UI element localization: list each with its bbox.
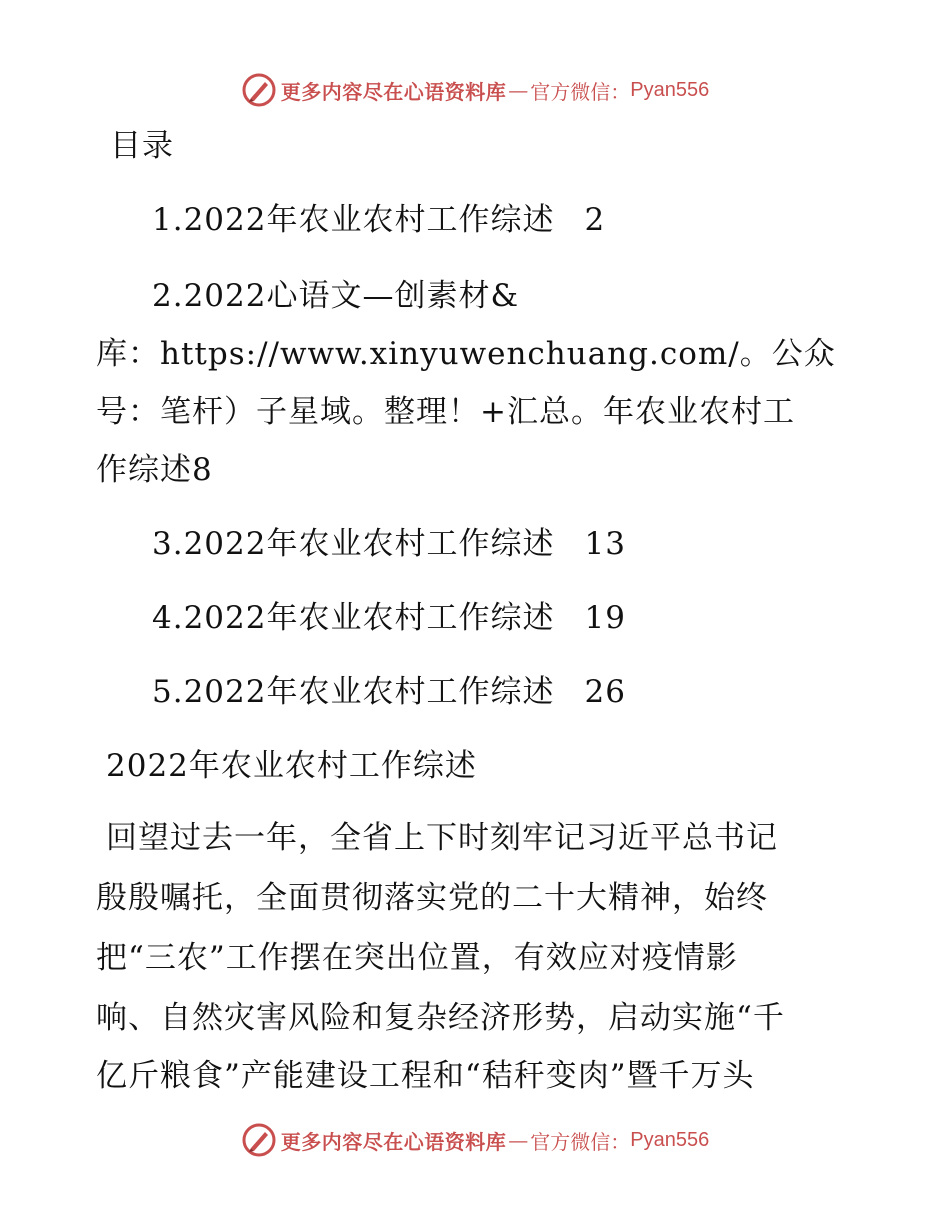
watermark-separator: — bbox=[508, 1128, 529, 1152]
toc-item-text: 1.2022年农业农村工作综述 bbox=[152, 202, 555, 238]
watermark-text: 更多内容尽在心语资料库 bbox=[280, 1129, 507, 1154]
toc-item-4[interactable] bbox=[152, 598, 626, 638]
toc-item-page: 2 bbox=[584, 202, 606, 238]
header-watermark bbox=[0, 70, 950, 110]
watermark-separator: — bbox=[508, 78, 529, 102]
toc-item-text: 5.2022年农业农村工作综述 bbox=[152, 674, 555, 710]
toc-item-2-line-3[interactable]: 号：笔杆）子星域。整理！+汇总。年农业农村工 bbox=[96, 394, 795, 430]
footer-watermark bbox=[0, 1120, 950, 1160]
toc-title: 目录 bbox=[110, 128, 174, 164]
toc-item-page: 13 bbox=[584, 526, 626, 562]
toc-item-text: 4.2022年农业农村工作综述 bbox=[152, 600, 555, 636]
toc-item-5[interactable] bbox=[152, 672, 626, 712]
toc-item-2-line-4[interactable]: 作综述8 bbox=[96, 452, 213, 488]
watermark-text: 更多内容尽在心语资料库 bbox=[280, 79, 507, 104]
paragraph-line: 把“三农”工作摆在突出位置，有效应对疫情影 bbox=[96, 940, 738, 976]
toc-item-text: 3.2022年农业农村工作综述 bbox=[152, 526, 555, 562]
pen-logo-icon bbox=[241, 1122, 277, 1158]
toc-item-2-line-1[interactable]: 2.2022心语文—创素材& bbox=[152, 278, 520, 314]
watermark-wechat-id: Pyan556 bbox=[630, 78, 710, 101]
watermark-wechat-label: 官方微信： bbox=[530, 1129, 631, 1154]
watermark-wechat-label: 官方微信： bbox=[530, 79, 631, 104]
paragraph-line: 亿斤粮食”产能建设工程和“秸秆变肉”暨千万头 bbox=[96, 1058, 755, 1094]
paragraph-line: 回望过去一年，全省上下时刻牢记习近平总书记 bbox=[106, 820, 778, 856]
toc-item-3[interactable] bbox=[152, 524, 626, 564]
paragraph-line: 响、自然灾害风险和复杂经济形势，启动实施“千 bbox=[96, 1000, 785, 1036]
toc-item-2-line-2[interactable]: 库：https://www.xinyuwenchuang.com/。公众 bbox=[96, 336, 836, 372]
toc-item-1[interactable] bbox=[152, 200, 605, 240]
toc-item-page: 19 bbox=[584, 600, 626, 636]
section-title: 2022年农业农村工作综述 bbox=[106, 748, 477, 784]
toc-item-page: 26 bbox=[584, 674, 626, 710]
paragraph-line: 殷殷嘱托，全面贯彻落实党的二十大精神，始终 bbox=[96, 880, 768, 916]
pen-logo-icon bbox=[241, 72, 277, 108]
watermark-wechat-id: Pyan556 bbox=[630, 1128, 710, 1151]
